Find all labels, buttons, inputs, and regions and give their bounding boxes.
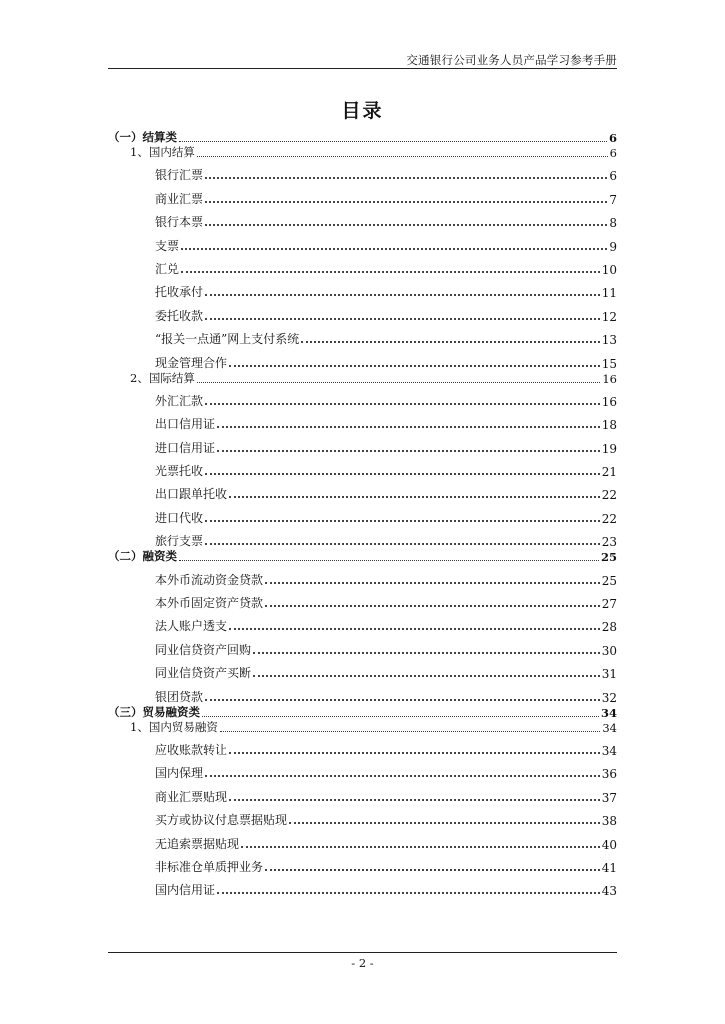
toc-entry[interactable]	[108, 300, 617, 323]
toc-entry[interactable]	[108, 183, 617, 206]
toc-entry[interactable]	[108, 409, 617, 432]
toc-entry-page: 32	[601, 690, 617, 705]
dot-leader	[217, 426, 600, 428]
dot-leader	[205, 201, 607, 203]
toc-entry[interactable]	[108, 634, 617, 657]
dot-leader	[205, 224, 607, 226]
toc-entry-label: “报关一点通”网上支付系统	[155, 332, 300, 347]
toc-entry-label: 1、国内结算	[130, 145, 195, 159]
dot-leader	[253, 652, 600, 654]
toc-entry[interactable]	[108, 611, 617, 634]
dot-leader	[205, 775, 600, 777]
toc-entry-label: （三）贸易融资类	[108, 704, 200, 719]
toc-entry-page: 6	[609, 146, 617, 160]
toc-entry-label: 托收承付	[155, 285, 204, 300]
toc-entry[interactable]	[108, 758, 617, 781]
toc-entry[interactable]	[108, 160, 617, 183]
toc-entry-label: 支票	[155, 238, 180, 253]
dot-leader	[301, 341, 599, 343]
page-number: - 2 -	[351, 956, 374, 970]
dot-leader	[205, 294, 600, 296]
toc-entry-page: 34	[600, 705, 617, 720]
toc-entry-page: 40	[601, 837, 617, 852]
toc-entry-page: 25	[601, 573, 617, 588]
toc-entry-page: 13	[601, 333, 617, 348]
toc-entry[interactable]	[108, 564, 617, 587]
toc-entry[interactable]	[108, 875, 617, 898]
table-of-contents	[108, 130, 617, 898]
footer-divider	[108, 952, 617, 953]
toc-entry-label: 同业信贷资产回购	[155, 642, 252, 657]
dot-leader	[205, 543, 600, 545]
toc-entry[interactable]	[108, 207, 617, 230]
toc-entry[interactable]	[108, 735, 617, 758]
toc-entry-page: 36	[601, 767, 617, 782]
toc-entry-label: 应收账款转让	[155, 742, 228, 757]
toc-entry-label: 委托收款	[155, 308, 204, 323]
toc-entry-page: 43	[601, 884, 617, 899]
toc-entry-page: 6	[609, 169, 617, 184]
toc-entry[interactable]	[108, 658, 617, 681]
toc-entry-page: 22	[601, 511, 617, 526]
dot-leader	[205, 699, 600, 701]
toc-entry-label: 国内信用证	[155, 883, 216, 898]
toc-entry-page: 9	[609, 239, 617, 254]
toc-entry[interactable]	[108, 588, 617, 611]
toc-entry-label: 进口信用证	[155, 440, 216, 455]
dot-leader	[253, 675, 600, 677]
toc-entry-label: （一）结算类	[108, 130, 177, 144]
dot-leader	[202, 716, 599, 717]
toc-entry[interactable]	[108, 852, 617, 875]
toc-entry[interactable]	[108, 828, 617, 851]
toc-entry-page: 25	[600, 550, 617, 565]
header-divider	[108, 68, 617, 69]
toc-entry[interactable]	[108, 456, 617, 479]
toc-entry-label: 法人账户透支	[155, 619, 228, 634]
dot-leader	[205, 177, 607, 179]
toc-entry-label: 非标准仓单质押业务	[155, 859, 264, 874]
dot-leader	[179, 560, 599, 561]
toc-entry-label: 银行汇票	[155, 168, 204, 183]
dot-leader	[265, 582, 600, 584]
toc-entry-label: 银团贷款	[155, 689, 204, 704]
toc-entry-page: 30	[601, 643, 617, 658]
dot-leader	[217, 892, 600, 894]
dot-leader	[197, 382, 601, 383]
toc-entry[interactable]	[108, 781, 617, 804]
toc-entry-label: 进口代收	[155, 510, 204, 525]
toc-entry[interactable]	[108, 254, 617, 277]
toc-entry[interactable]	[108, 324, 617, 347]
toc-entry-page: 34	[602, 720, 617, 735]
toc-entry-page: 27	[601, 597, 617, 612]
toc-entry-page: 16	[602, 371, 617, 386]
toc-entry-page: 7	[609, 192, 617, 207]
toc-entry[interactable]	[108, 347, 617, 370]
dot-leader	[265, 869, 600, 871]
toc-entry-page: 19	[601, 441, 617, 456]
dot-leader	[197, 156, 608, 157]
toc-entry-page: 8	[609, 216, 617, 231]
toc-entry-label: 同业信贷资产买断	[155, 666, 252, 681]
dot-leader	[229, 752, 600, 754]
toc-entry[interactable]	[108, 230, 617, 253]
toc-entry-page: 16	[601, 394, 617, 409]
dot-leader	[217, 450, 600, 452]
toc-entry-page: 34	[601, 743, 617, 758]
toc-entry[interactable]	[108, 130, 617, 145]
toc-entry-page: 15	[601, 356, 617, 371]
toc-entry-page: 10	[601, 262, 617, 277]
toc-entry[interactable]	[108, 432, 617, 455]
toc-title: 目录	[341, 100, 384, 122]
toc-entry-label: 旅行支票	[155, 534, 204, 549]
toc-entry-page: 28	[601, 620, 617, 635]
header-title: 交通银行公司业务人员产品学习参考手册	[406, 53, 617, 67]
toc-entry-label: 银行本票	[155, 215, 204, 230]
toc-entry-page: 18	[601, 418, 617, 433]
toc-entry-label: 汇兑	[155, 261, 180, 276]
toc-entry[interactable]	[108, 549, 617, 564]
toc-entry-label: 1、国内贸易融资	[130, 719, 218, 734]
dot-leader	[179, 141, 607, 142]
toc-entry-page: 11	[601, 286, 617, 301]
dot-leader	[220, 731, 601, 732]
toc-entry-label: 无追索票据贴现	[155, 836, 240, 851]
toc-entry[interactable]	[108, 705, 617, 720]
dot-leader	[181, 271, 600, 273]
dot-leader	[229, 496, 600, 498]
toc-entry[interactable]	[108, 805, 617, 828]
toc-entry-label: 现金管理合作	[155, 355, 228, 370]
dot-leader	[205, 318, 600, 320]
dot-leader	[229, 628, 600, 630]
toc-entry[interactable]	[108, 720, 617, 735]
dot-leader	[229, 799, 600, 801]
toc-entry[interactable]	[108, 145, 617, 160]
toc-entry-page: 23	[601, 535, 617, 550]
toc-entry-label: 光票托收	[155, 464, 204, 479]
toc-entry-label: 国内保理	[155, 766, 204, 781]
toc-entry[interactable]	[108, 371, 617, 386]
dot-leader	[205, 473, 600, 475]
toc-entry-label: 商业汇票贴现	[155, 789, 228, 804]
toc-entry-page: 22	[601, 488, 617, 503]
toc-entry-page: 38	[601, 814, 617, 829]
toc-entry-label: 本外币流动资金贷款	[155, 572, 264, 587]
toc-entry-label: 外汇汇款	[155, 393, 204, 408]
toc-entry-page: 12	[601, 309, 617, 324]
dot-leader	[205, 520, 600, 522]
toc-entry[interactable]	[108, 479, 617, 502]
toc-entry-label: （二）融资类	[108, 549, 177, 564]
toc-entry-label: 出口跟单托收	[155, 487, 228, 502]
dot-leader	[205, 403, 600, 405]
toc-entry-label: 商业汇票	[155, 191, 204, 206]
dot-leader	[265, 605, 600, 607]
toc-entry[interactable]	[108, 386, 617, 409]
toc-entry[interactable]	[108, 681, 617, 704]
dot-leader	[229, 365, 600, 367]
toc-entry[interactable]	[108, 277, 617, 300]
toc-entry[interactable]	[108, 526, 617, 549]
toc-entry-page: 41	[601, 860, 617, 875]
toc-entry-page: 21	[601, 465, 617, 480]
dot-leader	[241, 846, 600, 848]
toc-entry-page: 31	[601, 667, 617, 682]
toc-entry-label: 出口信用证	[155, 417, 216, 432]
toc-entry[interactable]	[108, 502, 617, 525]
toc-entry-label: 买方或协议付息票据贴现	[155, 813, 288, 828]
toc-entry-page: 6	[608, 131, 617, 145]
toc-entry-label: 2、国际结算	[130, 370, 195, 385]
dot-leader	[289, 822, 600, 824]
toc-entry-page: 37	[601, 790, 617, 805]
toc-entry-label: 本外币固定资产贷款	[155, 596, 264, 611]
dot-leader	[181, 248, 607, 250]
